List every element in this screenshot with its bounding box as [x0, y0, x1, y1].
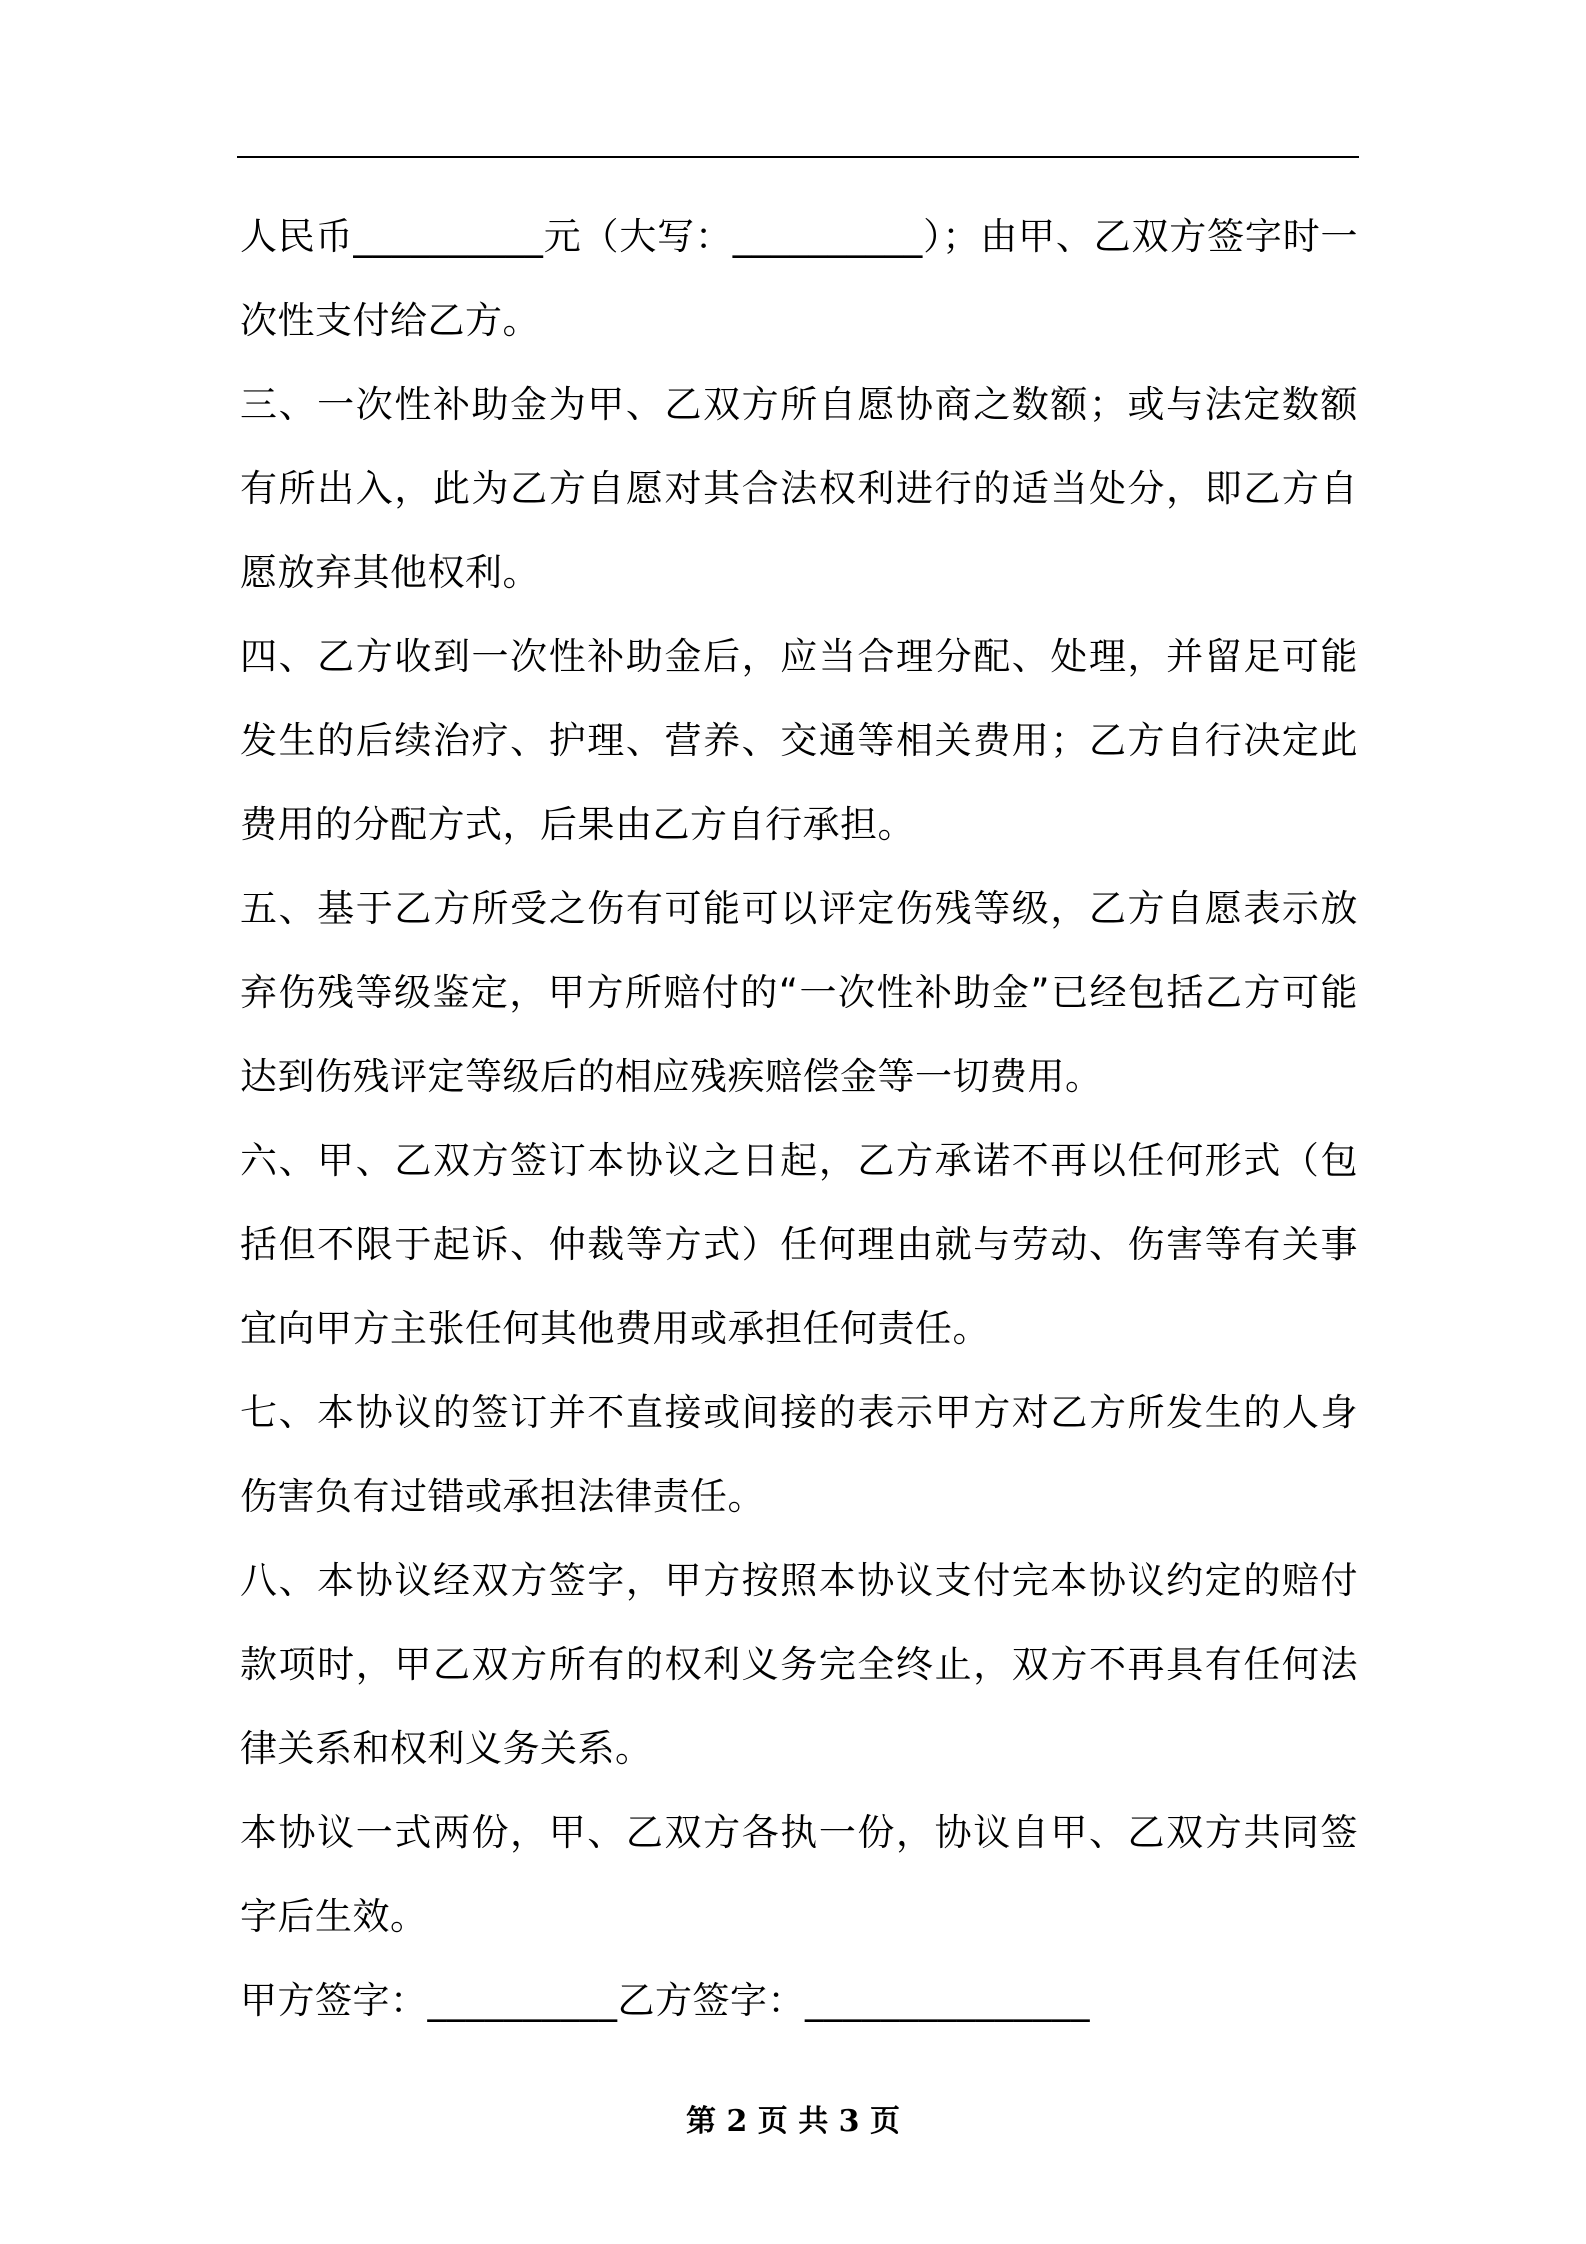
header-divider — [237, 156, 1359, 158]
paragraph-clause-4: 四、乙方收到一次性补助金后，应当合理分配、处理，并留足可能发生的后续治疗、护理、营养、交通等相关费用；乙方自行决定此费用的分配方式，后果由乙方自行承担。 — [240, 635, 1358, 846]
page-number: 第 2 页 共 3 页 — [686, 2104, 900, 2139]
document-body — [240, 195, 1358, 2043]
paragraph-clause-6: 六、甲、乙双方签订本协议之日起，乙方承诺不再以任何形式（包括但不限于起诉、仲裁等方式）任何理由就与劳动、伤害等有关事宜向甲方主张任何其他费用或承担任何责任。 — [240, 1139, 1358, 1350]
paragraph-clause-5: 五、基于乙方所受之伤有可能可以评定伤残等级，乙方自愿表示放弃伤残等级鉴定，甲方所赔付的“一次性补助金”已经包括乙方可能达到伤残评定等级后的相应残疾赔偿金等一切费用。 — [240, 887, 1358, 1098]
paragraph-payment: 人民币__________元（大写：__________）；由甲、乙双方签字时一次性支付给乙方。 — [240, 215, 1358, 342]
signature-line: 甲方签字：__________乙方签字：_______________ — [240, 1979, 1090, 2022]
page-footer — [0, 2096, 1586, 2140]
paragraph-copies: 本协议一式两份，甲、乙双方各执一份，协议自甲、乙双方共同签字后生效。 — [240, 1811, 1358, 1938]
paragraph-clause-7: 七、本协议的签订并不直接或间接的表示甲方对乙方所发生的人身伤害负有过错或承担法律责任。 — [240, 1391, 1358, 1518]
paragraph-clause-3: 三、一次性补助金为甲、乙双方所自愿协商之数额；或与法定数额有所出入，此为乙方自愿对其合法权利进行的适当处分，即乙方自愿放弃其他权利。 — [240, 383, 1358, 594]
paragraph-clause-8: 八、本协议经双方签字，甲方按照本协议支付完本协议约定的赔付款项时，甲乙双方所有的权利义务完全终止，双方不再具有任何法律关系和权利义务关系。 — [240, 1559, 1358, 1770]
